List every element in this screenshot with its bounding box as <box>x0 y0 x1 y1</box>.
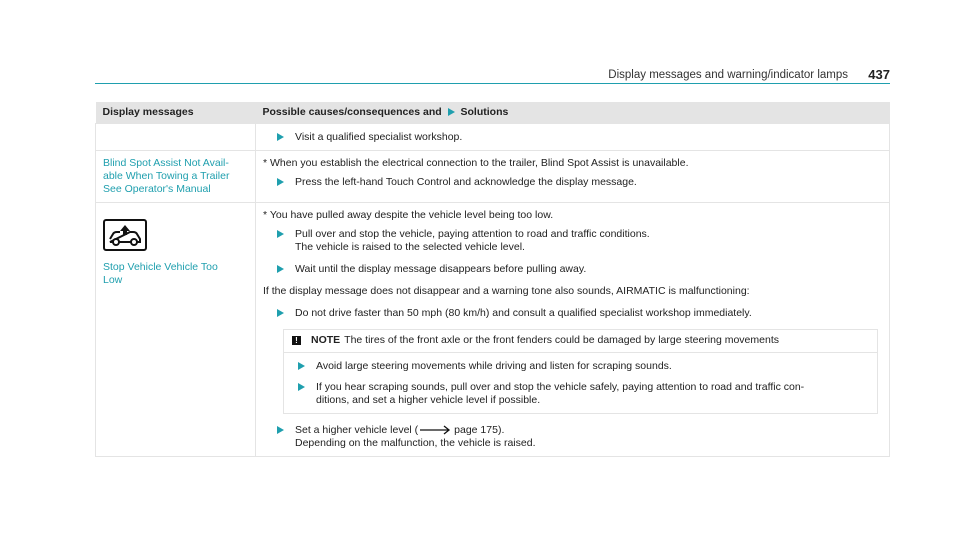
arrow-right-icon <box>277 230 284 238</box>
message-cell <box>96 203 256 457</box>
step-text: Press the left-hand Touch Control and acknowledge the display message. <box>295 176 637 188</box>
note-label: NOTE <box>311 334 341 346</box>
step-text: Wait until the display message disappears before pulling away. <box>295 263 587 275</box>
step-text <box>295 424 882 450</box>
step-line: If you hear scraping sounds, pull over and stop the vehicle safely, paying attention to road and traffic con- <box>316 381 805 393</box>
step-text: Visit a qualified specialist workshop. <box>295 131 463 143</box>
solution-step <box>277 176 882 189</box>
solution-cell <box>256 124 890 151</box>
note-text: The tires of the front axle or the front fenders could be damaged by large steering movements <box>344 334 779 346</box>
note-step <box>298 360 869 373</box>
solution-step <box>277 424 882 450</box>
message-line: Low <box>103 274 123 286</box>
step-line: ditions, and set a higher vehicle level if possible. <box>316 394 541 406</box>
message-line: See Operator's Manual <box>103 183 211 195</box>
table-row <box>96 151 890 203</box>
solution-step <box>277 228 882 254</box>
column-header-solutions-text: Solutions <box>460 106 509 118</box>
arrow-right-icon <box>277 178 284 186</box>
arrow-right-icon <box>277 133 284 141</box>
vehicle-level-raise-icon <box>103 219 147 251</box>
step-part: Set a higher vehicle level ( <box>295 424 419 436</box>
arrow-right-icon <box>448 108 455 116</box>
note-step <box>298 381 869 407</box>
note-body <box>284 353 877 413</box>
airmatic-text: If the display message does not disappear and a warning tone also sounds, AIRMATIC is malfunctioning: <box>263 285 750 297</box>
table-row <box>96 203 890 457</box>
step-text: Do not drive faster than 50 mph (80 km/h) and consult a qualified specialist workshop immediately. <box>295 307 752 319</box>
message-line: Blind Spot Assist Not Avail- <box>103 157 229 169</box>
step-text <box>295 228 882 254</box>
column-header-messages: Display messages <box>96 102 256 124</box>
cause-text: * When you establish the electrical connection to the trailer, Blind Spot Assist is unavailable. <box>263 157 689 169</box>
message-cell-empty <box>96 124 256 151</box>
solution-step <box>277 131 882 144</box>
message-line: able When Towing a Trailer <box>103 170 230 182</box>
warning-icon: ! <box>292 336 301 345</box>
solution-cell <box>256 203 890 457</box>
section-title: Display messages and warning/indicator lamps <box>608 69 848 81</box>
arrow-right-icon <box>298 362 305 370</box>
step-line: Depending on the malfunction, the vehicle is raised. <box>295 437 536 449</box>
cause-text: * You have pulled away despite the vehicle level being too low. <box>263 209 554 221</box>
note-box <box>283 329 878 414</box>
arrow-right-icon <box>277 426 284 434</box>
note-header <box>284 330 877 353</box>
table-header-row <box>96 102 890 124</box>
solution-step <box>277 263 882 276</box>
arrow-right-icon <box>277 309 284 317</box>
step-line <box>295 424 882 437</box>
step-line: The vehicle is raised to the selected vehicle level. <box>295 241 525 253</box>
solution-cell <box>256 151 890 203</box>
page-reference-link[interactable]: page 175). <box>454 424 505 436</box>
display-messages-table <box>95 102 890 457</box>
table-row <box>96 124 890 151</box>
step-line: Pull over and stop the vehicle, paying attention to road and traffic conditions. <box>295 228 650 240</box>
page-number: 437 <box>868 67 890 82</box>
message-cell <box>96 151 256 203</box>
solution-step <box>277 307 882 320</box>
column-header-causes <box>256 102 890 124</box>
step-text: Avoid large steering movements while driving and listen for scraping sounds. <box>316 360 672 372</box>
step-text <box>316 381 869 407</box>
page-reference-arrow-icon[interactable] <box>420 425 452 435</box>
column-header-causes-text: Possible causes/consequences and <box>262 106 442 118</box>
message-line: Stop Vehicle Vehicle Too <box>103 261 218 273</box>
arrow-right-icon <box>298 383 305 391</box>
arrow-right-icon <box>277 265 284 273</box>
page-header <box>95 66 890 84</box>
